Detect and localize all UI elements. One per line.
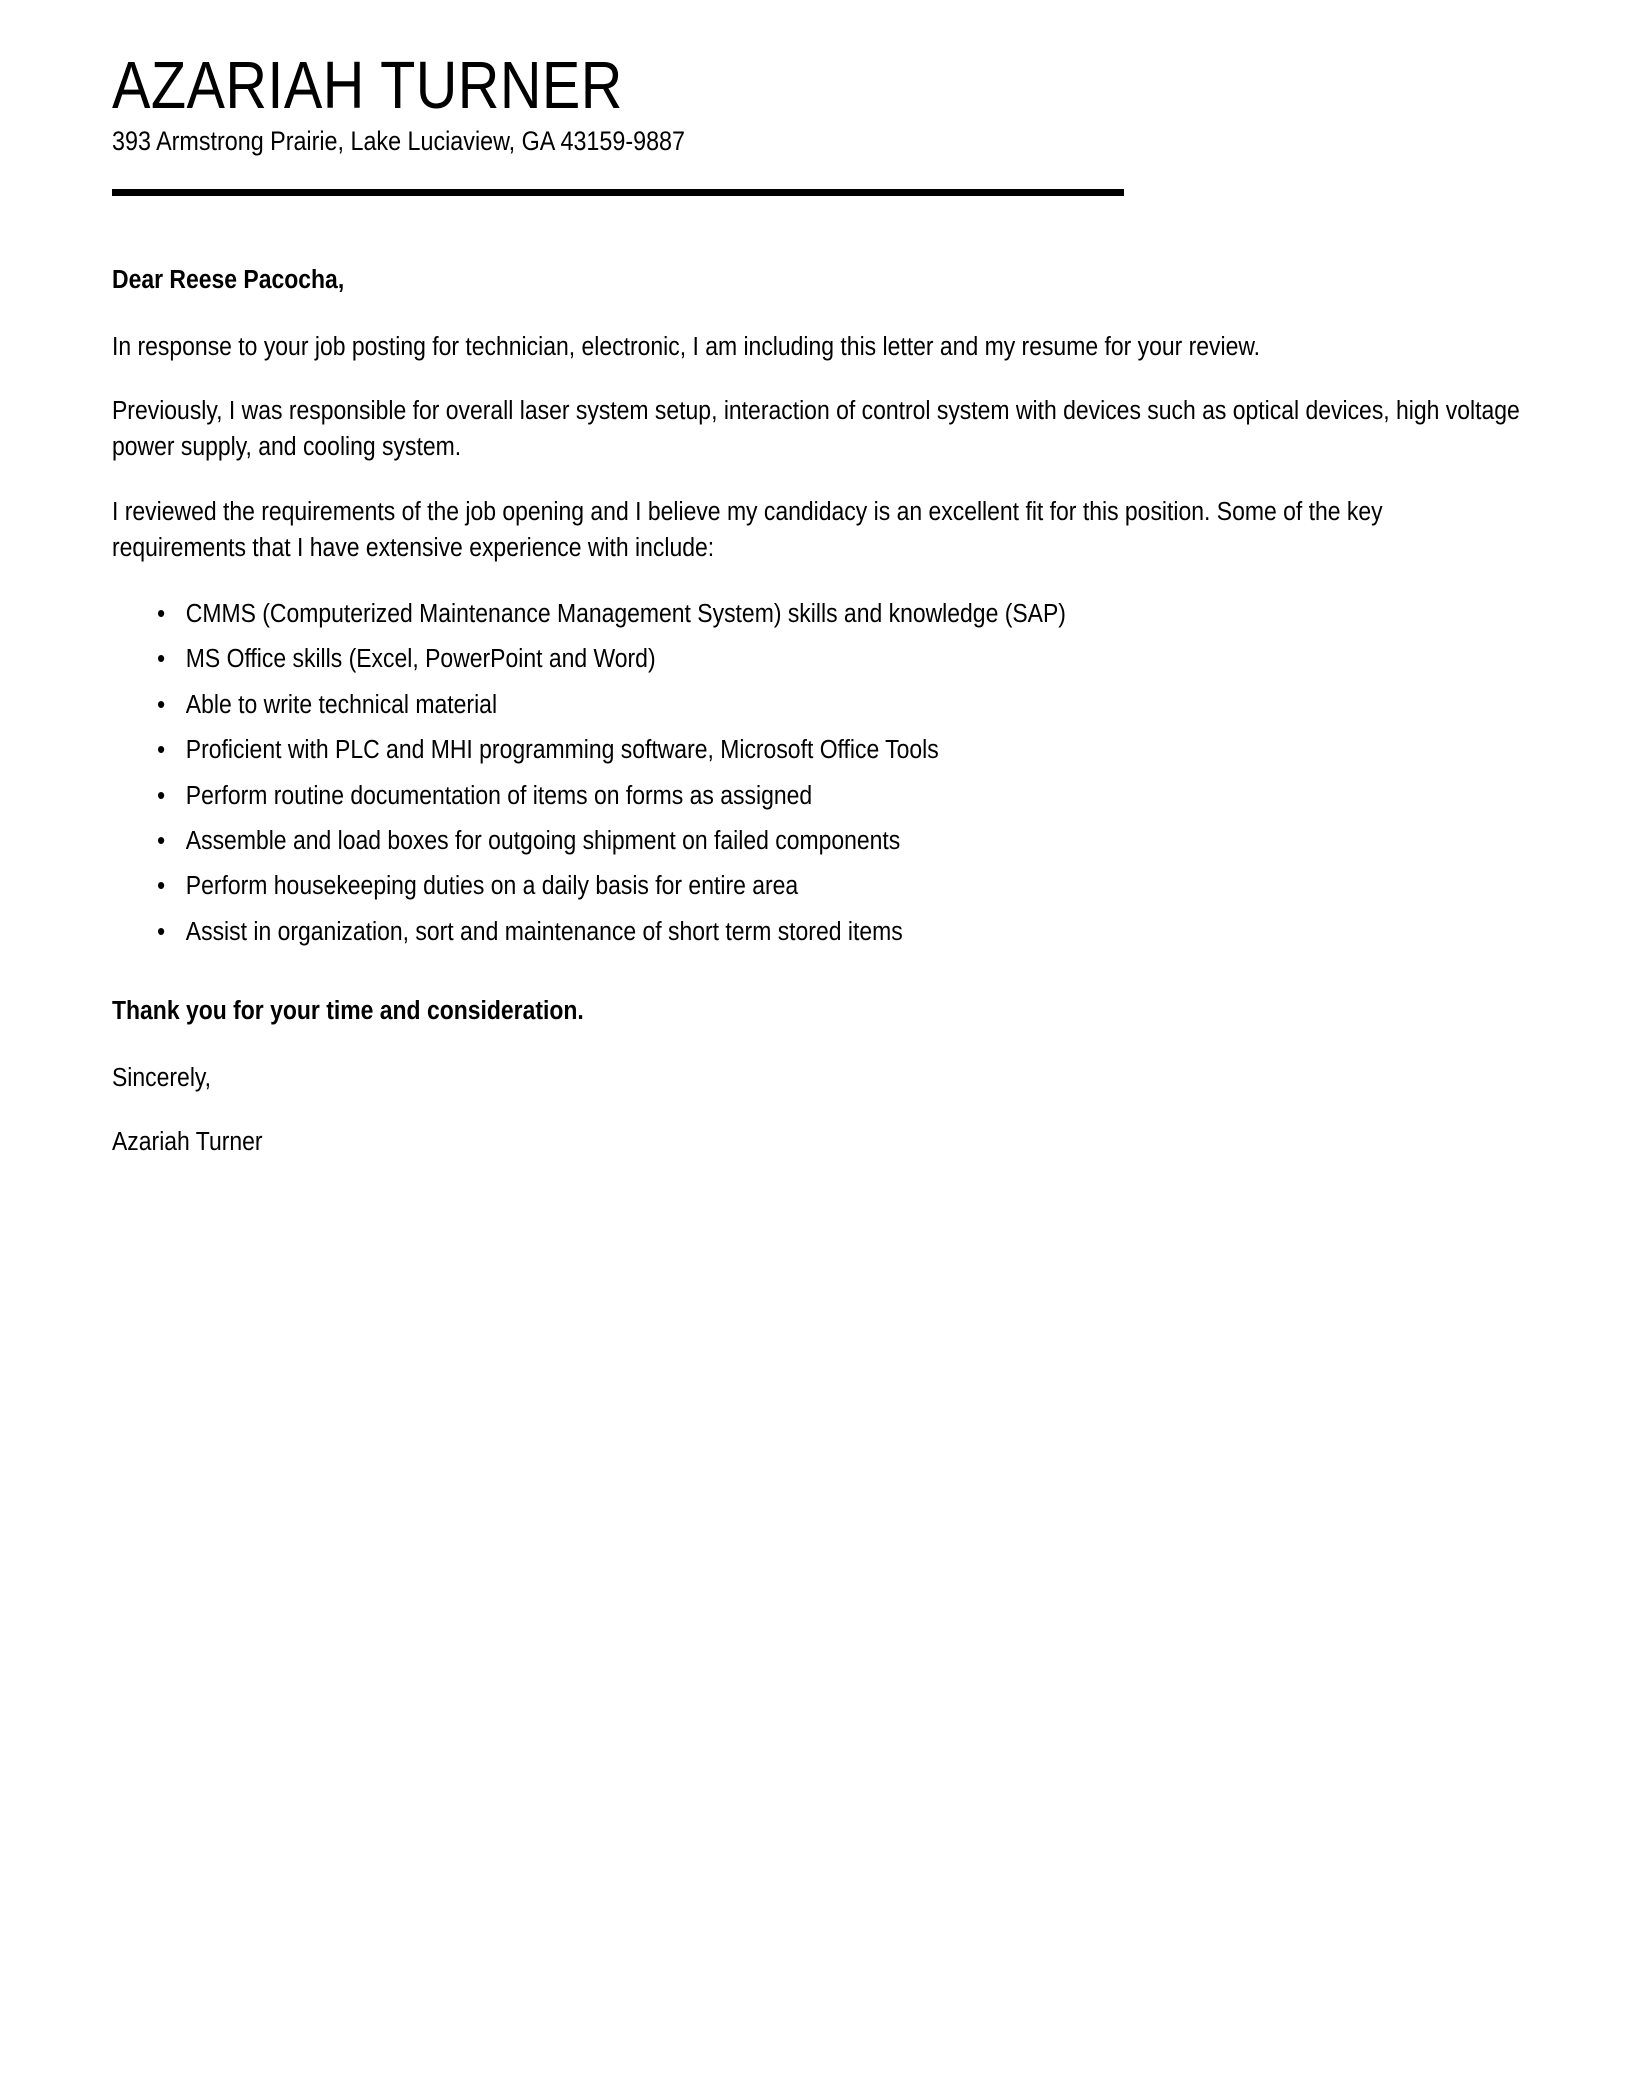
closing-thanks: Thank you for your time and consideration. [112, 997, 584, 1026]
list-item: • Assist in organization, sort and maintenance of short term stored items [157, 915, 1565, 949]
closing-salutation: Sincerely, [112, 1063, 212, 1092]
paragraph-requirements-intro: I reviewed the requirements of the job opening and I believe my candidacy is an excellent fit for this position. Some of the key requirements that I have extensive experience with include: [112, 497, 1383, 563]
list-item: • Assemble and load boxes for outgoing shipment on failed components [157, 824, 1565, 858]
list-item: • CMMS (Computerized Maintenance Management System) skills and knowledge (SAP) [157, 597, 1565, 631]
candidate-name: AZARIAH TURNER [112, 48, 623, 123]
list-item: • Proficient with PLC and MHI programming software, Microsoft Office Tools [157, 733, 1565, 767]
candidate-address: 393 Armstrong Prairie, Lake Luciaview, GA 43159-9887 [112, 126, 685, 156]
letter-body [0, 196, 1632, 1160]
signature-name: Azariah Turner [112, 1128, 263, 1157]
signoff-block [112, 1060, 1520, 1161]
list-item: • Perform housekeeping duties on a daily basis for entire area [157, 869, 1565, 903]
list-item: • MS Office skills (Excel, PowerPoint and Word) [157, 642, 1565, 676]
header-divider [112, 189, 1124, 196]
paragraph-intro: In response to your job posting for technician, electronic, I am including this letter and my resume for your review. [112, 332, 1261, 361]
salutation: Dear Reese Pacocha, [112, 266, 345, 295]
list-item: • Able to write technical material [157, 688, 1565, 722]
paragraph-experience: Previously, I was responsible for overall laser system setup, interaction of control system with devices such as optical devices, high voltage power supply, and cooling system. [112, 397, 1520, 462]
list-item: • Perform routine documentation of items on forms as assigned [157, 779, 1565, 813]
qualifications-list [112, 597, 1565, 949]
letter-header [0, 0, 1632, 196]
